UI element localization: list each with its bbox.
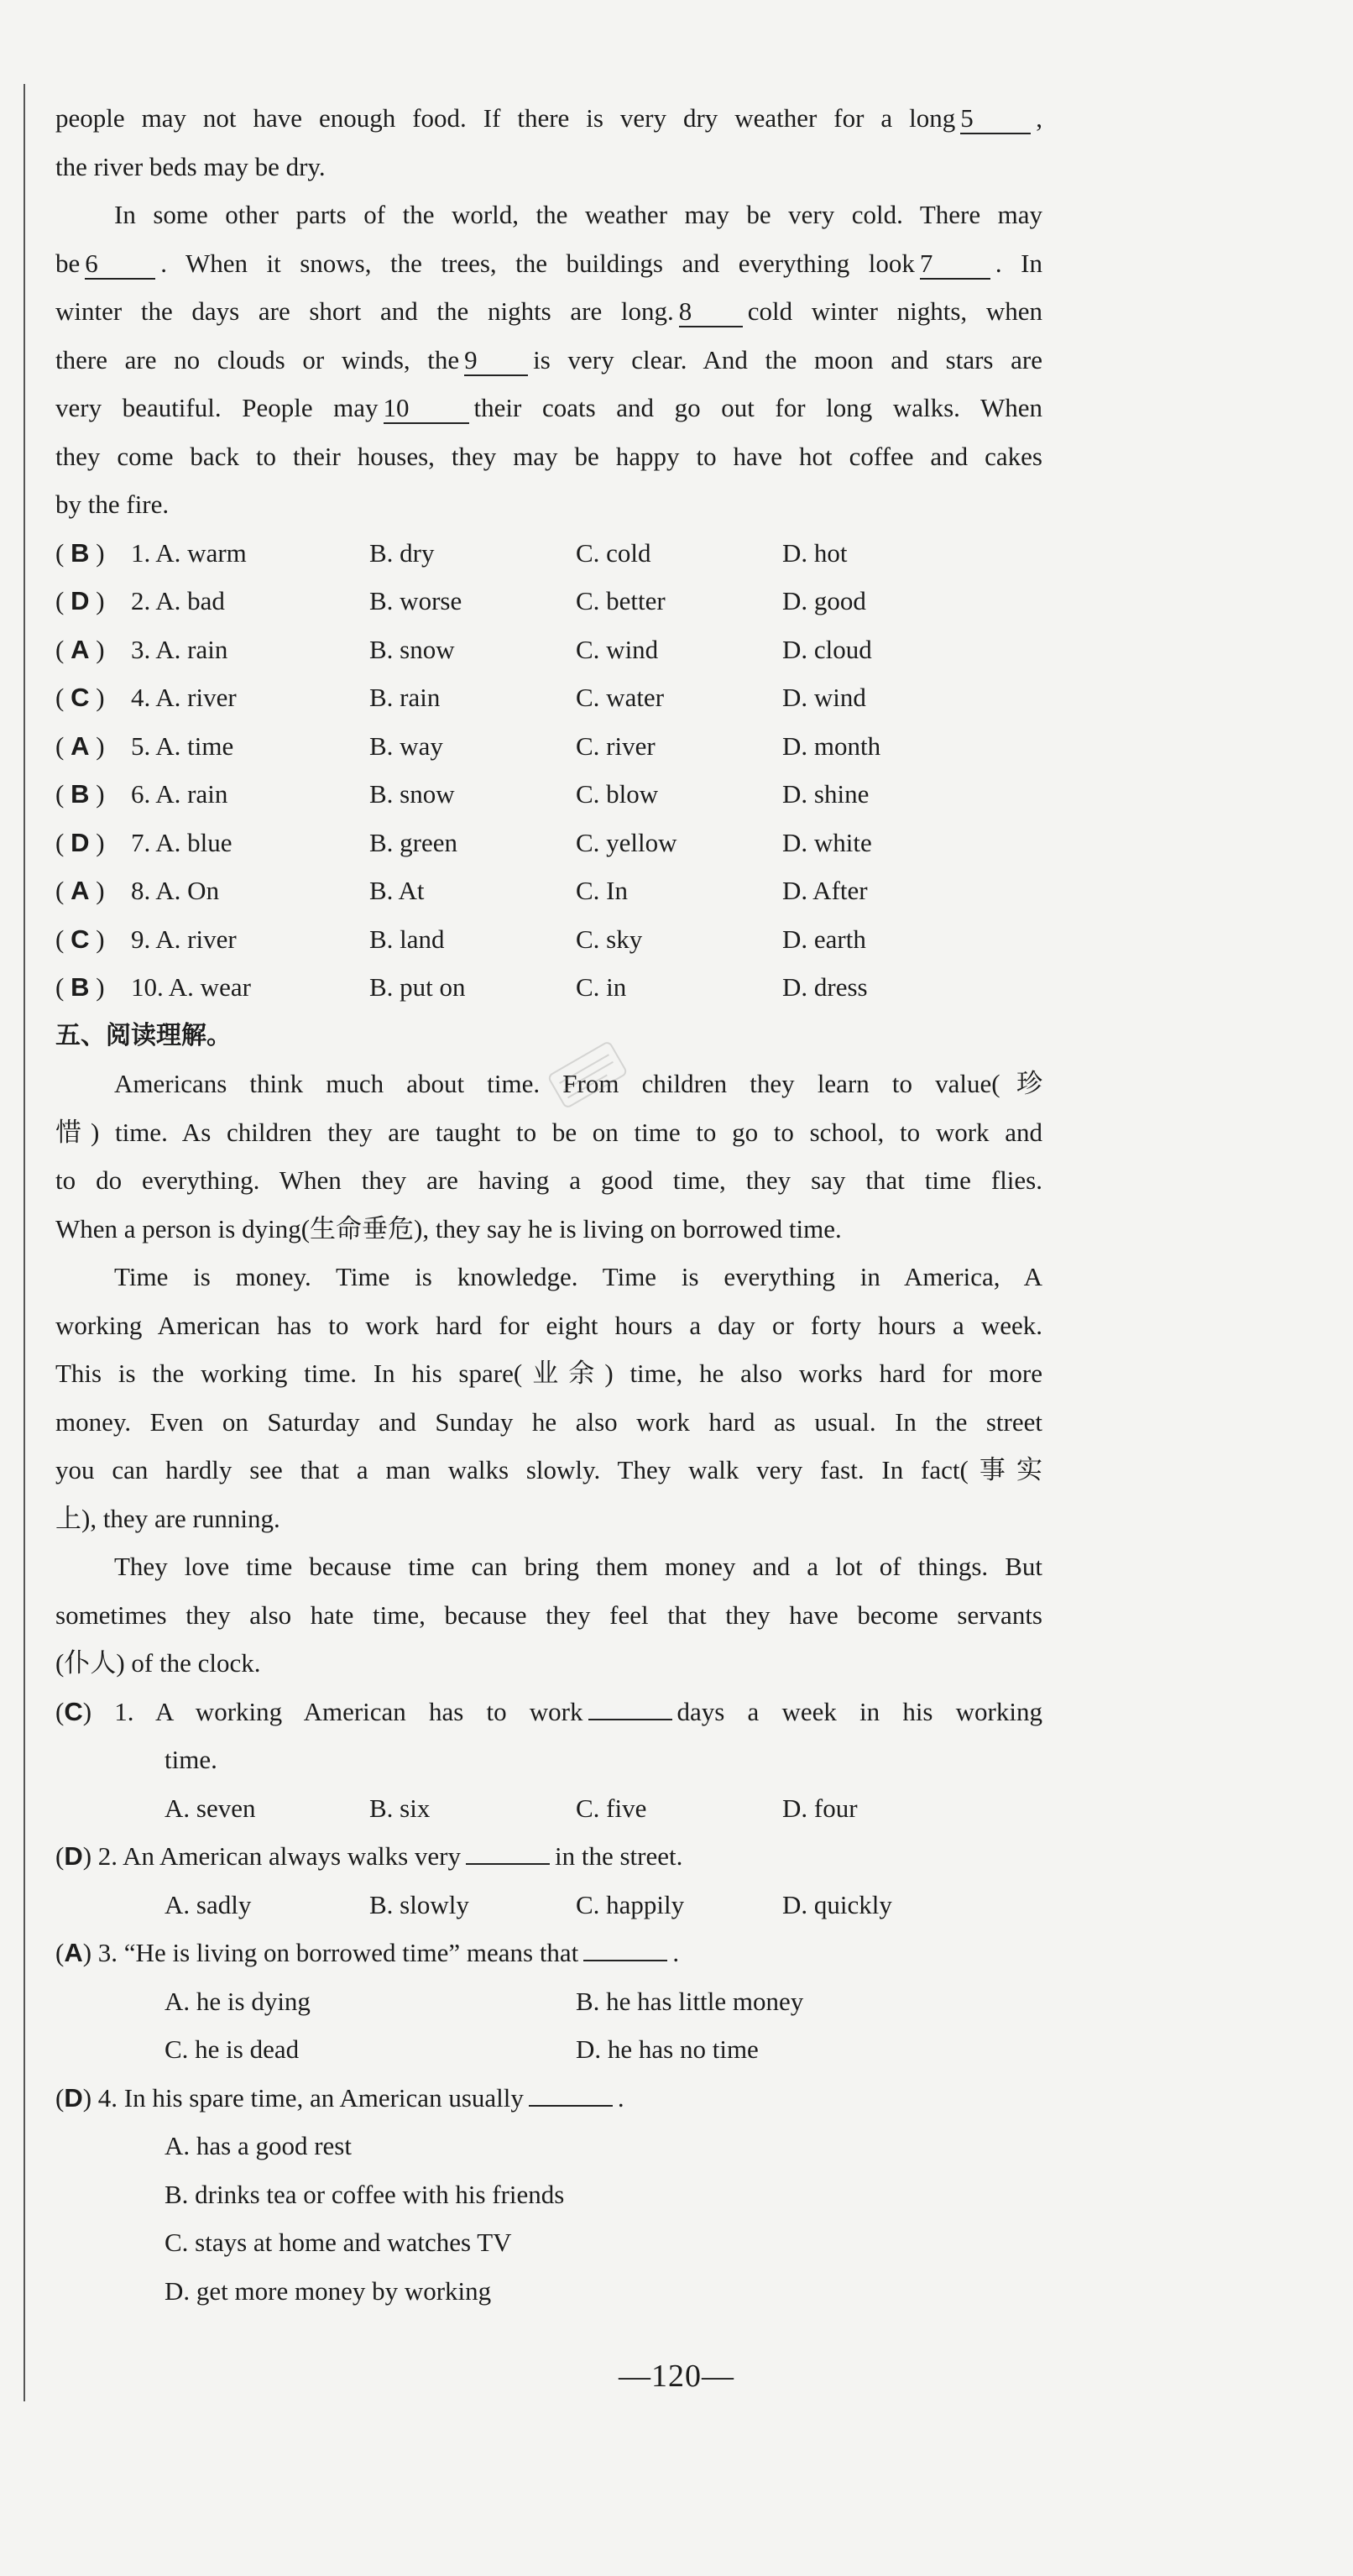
passage-line: In some other parts of the world, the weather may be very cold. There may <box>114 200 1042 229</box>
option-d[interactable]: D. four <box>782 1793 858 1823</box>
answer-mark: ( A ) <box>55 634 105 664</box>
cloze-question-row <box>55 529 1042 578</box>
option-d[interactable]: D. get more money by working <box>165 2275 492 2306</box>
cloze-question-row <box>55 963 1042 1012</box>
option-b[interactable]: B. way <box>369 730 443 761</box>
passage-line: sometimes they also hate time, because they feel that they have become servants <box>55 1600 1042 1630</box>
question-1-options <box>55 1784 1042 1833</box>
cloze-question-row <box>55 673 1042 722</box>
answer-mark: ( D ) <box>55 827 105 857</box>
option-d[interactable]: D. cloud <box>782 634 872 664</box>
passage-line: people may not have enough food. If there is very dry weather for a long 5 , <box>55 103 1042 133</box>
cloze-question-row <box>55 722 1042 771</box>
question-1-cont: time. <box>165 1745 217 1774</box>
option-c[interactable]: C. water <box>576 683 665 712</box>
cloze-question-row <box>55 867 1042 915</box>
option-c[interactable]: C. he is dead <box>165 2034 300 2064</box>
option-c[interactable]: C. In <box>576 876 628 905</box>
option-b[interactable]: B. green <box>369 827 458 857</box>
passage-line: the river beds may be dry. <box>55 151 326 181</box>
passage-line: They love time because time can bring them money and a lot of things. But <box>114 1552 1042 1581</box>
option-d[interactable]: D. he has no time <box>576 2034 759 2064</box>
answer-mark: C <box>64 1696 83 1726</box>
option-num[interactable]: 4. A. river <box>131 683 237 712</box>
option-d[interactable]: D. hot <box>782 537 848 568</box>
option-num[interactable]: 10. A. wear <box>131 972 251 1002</box>
passage-line: (仆人) of the clock. <box>55 1648 261 1678</box>
cloze-question-row <box>55 915 1042 964</box>
option-c[interactable]: C. five <box>576 1793 647 1823</box>
option-b[interactable]: B. snow <box>369 634 455 664</box>
passage-line: very beautiful. People may 10 their coats and go out for long walks. When <box>55 393 1042 422</box>
answer-mark: ( A ) <box>55 876 105 905</box>
option-c[interactable]: C. better <box>576 586 666 615</box>
option-d[interactable]: D. After <box>782 876 868 905</box>
blank-6: 6 <box>85 249 155 280</box>
option-b[interactable]: B. six <box>369 1793 431 1823</box>
option-c[interactable]: C. yellow <box>576 827 677 857</box>
passage-line: there are no clouds or winds, the 9 is very clear. And the moon and stars are <box>55 344 1042 374</box>
answer-mark: ( A ) <box>55 730 105 761</box>
option-a[interactable]: A. has a good rest <box>165 2131 352 2160</box>
option-num[interactable]: 9. A. river <box>131 924 237 954</box>
option-a[interactable]: A. sadly <box>165 1889 252 1919</box>
option-b[interactable]: B. he has little money <box>576 1986 804 2016</box>
passage-line: 惜) time. As children they are taught to be on time to go to school, to work and <box>55 1117 1042 1147</box>
answer-mark: ( B ) <box>55 972 105 1002</box>
question-2: (D) 2. An American always walks very in the street. <box>55 1841 683 1871</box>
question-1: (C) 1. A working American has to work days a week in his working <box>55 1696 1042 1726</box>
question-4: (D) 4. In his spare time, an American usually . <box>55 2082 624 2113</box>
option-b[interactable]: B. At <box>369 876 425 905</box>
option-d[interactable]: D. white <box>782 827 872 857</box>
passage-line: money. Even on Saturday and Sunday he also work hard as usual. In the street <box>55 1406 1042 1437</box>
blank-9: 9 <box>464 346 528 376</box>
blank-10: 10 <box>384 394 469 424</box>
passage-line: This is the working time. In his spare(业余) time, he also works hard for more <box>55 1359 1042 1388</box>
option-num[interactable]: 3. A. rain <box>131 634 228 664</box>
option-c[interactable]: C. river <box>576 730 656 761</box>
cloze-question-row <box>55 577 1042 626</box>
option-num[interactable]: 2. A. bad <box>131 586 225 615</box>
passage-line: to do everything. When they are having a good time, they say that time flies. <box>55 1165 1042 1195</box>
question-3-options-row1 <box>55 1977 1042 2026</box>
passage-line: be 6 . When it snows, the trees, the buildings and everything look 7 . In <box>55 248 1042 278</box>
worksheet-page <box>55 94 1042 2315</box>
option-c[interactable]: C. stays at home and watches TV <box>165 2228 512 2257</box>
option-b[interactable]: B. put on <box>369 972 466 1002</box>
option-num[interactable]: 7. A. blue <box>131 827 232 857</box>
option-d[interactable]: D. shine <box>782 779 870 809</box>
section-title: 五、阅读理解。 <box>55 1020 232 1050</box>
answer-mark: ( B ) <box>55 537 105 568</box>
option-d[interactable]: D. dress <box>782 972 868 1002</box>
option-c[interactable]: C. wind <box>576 634 659 664</box>
option-b[interactable]: B. worse <box>369 586 462 615</box>
option-b[interactable]: B. rain <box>369 683 441 712</box>
option-c[interactable]: C. sky <box>576 924 643 954</box>
option-d[interactable]: D. earth <box>782 924 866 954</box>
option-b[interactable]: B. slowly <box>369 1889 469 1919</box>
option-d[interactable]: D. month <box>782 730 881 761</box>
passage-line: you can hardly see that a man walks slowly. They walk very fast. In fact(事实 <box>55 1455 1042 1484</box>
answer-mark: ( B ) <box>55 779 105 809</box>
option-num[interactable]: 6. A. rain <box>131 779 228 809</box>
option-d[interactable]: D. quickly <box>782 1889 892 1919</box>
passage-line: winter the days are short and the nights are long. 8 cold winter nights, when <box>55 296 1042 326</box>
reading-paragraph-3 <box>55 1542 1042 1688</box>
cloze-question-row <box>55 626 1042 674</box>
cloze-question-row <box>55 819 1042 867</box>
option-d[interactable]: D. wind <box>782 683 866 712</box>
option-c[interactable]: C. blow <box>576 779 659 809</box>
blank-5: 5 <box>960 104 1031 134</box>
reading-paragraph-2 <box>55 1253 1042 1542</box>
passage-line: by the fire. <box>55 490 170 519</box>
option-num[interactable]: 1. A. warm <box>131 537 247 568</box>
passage-line: Time is money. Time is knowledge. Time is everything in America, A <box>114 1262 1042 1291</box>
option-a[interactable]: A. seven <box>165 1793 256 1823</box>
blank-8: 8 <box>679 297 743 327</box>
option-b[interactable]: B. land <box>369 924 445 954</box>
stamp-watermark <box>537 1024 638 1125</box>
binding-margin-line <box>24 84 25 2401</box>
cloze-question-row <box>55 770 1042 819</box>
answer-mark: ( C ) <box>55 924 105 954</box>
question-3: (A) 3. “He is living on borrowed time” means that . <box>55 1938 680 1967</box>
answer-mark: ( C ) <box>55 683 105 712</box>
option-c[interactable]: C. in <box>576 972 627 1002</box>
cloze-options-list <box>55 529 1042 1012</box>
option-b[interactable]: B. snow <box>369 779 455 809</box>
passage-line: they come back to their houses, they may be happy to have hot coffee and cakes <box>55 441 1042 471</box>
blank-7: 7 <box>920 249 990 280</box>
passage-line: Americans think much about time. From children they learn to value(珍 <box>114 1069 1042 1098</box>
passage-line: When a person is dying(生命垂危), they say he is living on borrowed time. <box>55 1213 842 1243</box>
option-b[interactable]: B. dry <box>369 537 435 568</box>
passage-line: 上), they are running. <box>55 1503 280 1533</box>
passage-line: working American has to work hard for eight hours a day or forty hours a week. <box>55 1310 1042 1340</box>
option-a[interactable]: A. he is dying <box>165 1986 311 2016</box>
question-3-options-row2 <box>55 2025 1042 2074</box>
option-d[interactable]: D. good <box>782 586 866 615</box>
option-num[interactable]: 8. A. On <box>131 876 220 905</box>
answer-mark: ( D ) <box>55 586 105 615</box>
option-c[interactable]: C. cold <box>576 537 651 568</box>
option-b[interactable]: B. drinks tea or coffee with his friends <box>165 2179 565 2209</box>
page-number: —120— <box>619 2359 734 2394</box>
option-num[interactable]: 5. A. time <box>131 730 234 761</box>
question-2-options <box>55 1881 1042 1929</box>
option-c[interactable]: C. happily <box>576 1889 685 1919</box>
